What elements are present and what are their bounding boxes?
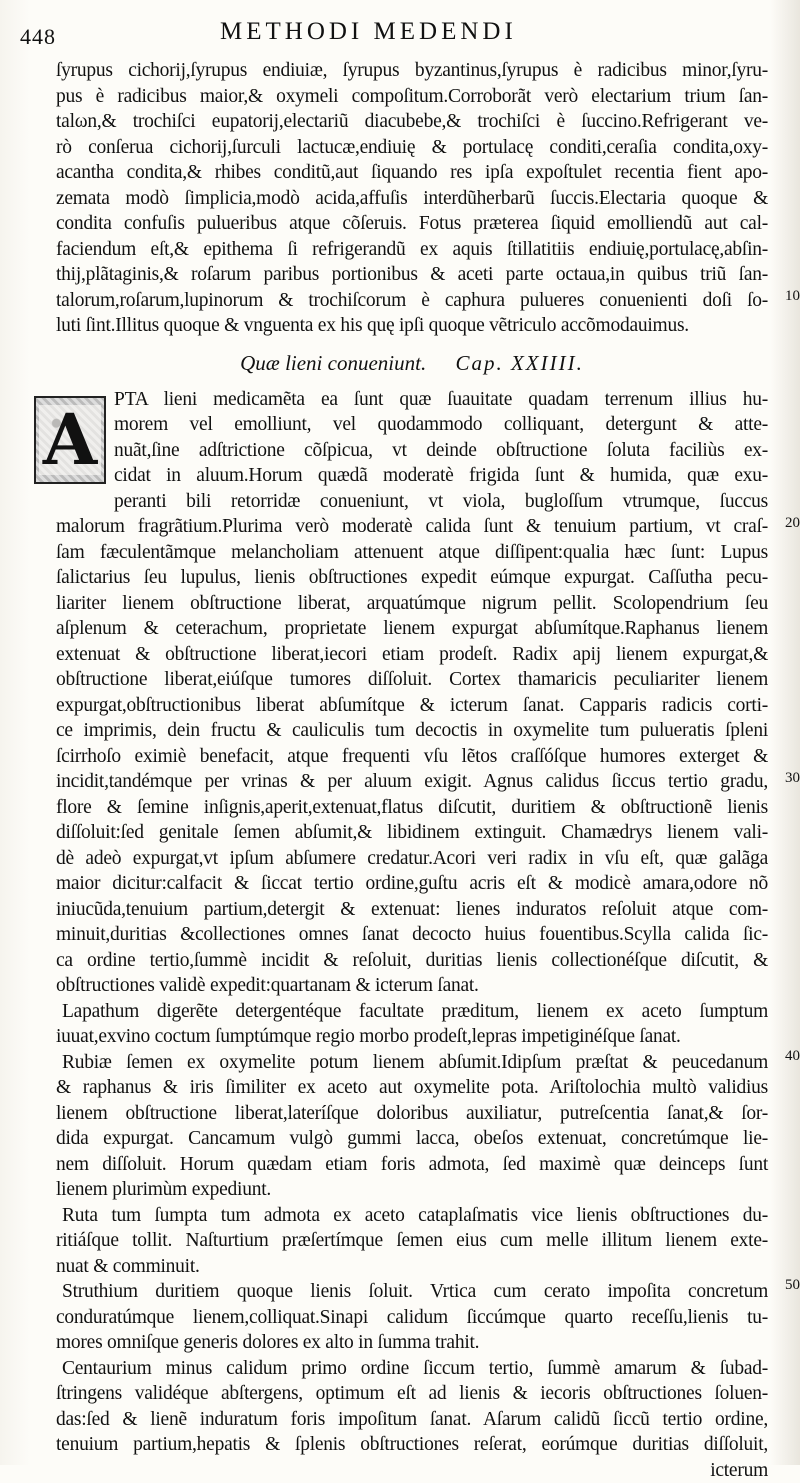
paragraph-7: [56, 1356, 768, 1483]
text-line: dida expurgat. Cancamum vulgò gummi lacca, obeſos extenuat, concretúmque lie-: [56, 1126, 768, 1152]
text-line: expurgat,obſtructionibus liberat abſumítque & icterum ſanat. Capparis radicis corti-: [56, 693, 768, 719]
margin-line-number: 20: [785, 515, 800, 532]
text-line: ritiáſque tollit. Naſturtium præſertímque ſemen eius cum melle illitum lienem exte-: [56, 1228, 768, 1254]
text-line: extenuat & obſtructione liberat,iecori etiam prodeſt. Radix apij lienem expurgat,&: [56, 642, 768, 668]
paragraph-2: [56, 387, 768, 999]
text-line: zemata modò ſimplicia,modò acida,affuſis interdũherbarũ ſuccis.Electaria quoque &: [56, 186, 768, 212]
paragraph-4: [56, 1050, 768, 1203]
text-line: nuãt,ſine adſtrictione cõſpicua, vt deinde obſtructione ſoluta faciliùs ex-: [56, 438, 768, 464]
chapter-number: Cap. XXIIII.: [455, 351, 583, 375]
paragraph-1: [56, 58, 768, 339]
decorated-initial: [34, 396, 106, 484]
decorated-initial-letter: A: [39, 405, 101, 475]
margin-line-number: 30: [785, 770, 800, 787]
text-line: tenuium partium,hepatis & ſplenis obſtructiones reſerat, eorúmque duritias diſſoluit,: [56, 1432, 768, 1458]
text-line: iuuat,exvino coctum ſumptúmque regio morbo prodeſt,lepras impetiginéſque ſanat.: [56, 1024, 768, 1050]
margin-line-number: 10: [785, 288, 800, 305]
text-line: minuit,duritias &collectiones omnes ſanat decocto huius fouentibus.Scylla calida ſic-: [56, 922, 768, 948]
margin-line-number: 50: [785, 1277, 800, 1294]
running-head: METHODI MEDENDI: [220, 18, 517, 46]
paragraph-6: [56, 1279, 768, 1356]
text-line: luti ſint.Illitus quoque & vnguenta ex his quę ipſi quoque vẽtriculo accõmodauimus.: [56, 313, 768, 339]
paragraph-3: [56, 999, 768, 1050]
text-line: maior dicitur:calfacit & ſiccat tertio ordine,guſtu acris eſt & modicè amara,odore nõ: [56, 871, 768, 897]
margin-line-number: 40: [785, 1048, 800, 1065]
catchword: icterum: [56, 1458, 768, 1483]
text-line: & raphanus & iris ſimiliter ex aceto aut oxymelite pota. Ariſtolochia multò validius: [56, 1075, 768, 1101]
text-line: talorum,roſarum,lupinorum & trochiſcorum è caphura pulueres conuenienti doſi ſo-: [56, 288, 768, 314]
text-line: rò conſerua cichorij,ſurculi lactucæ,endiuię & portulacę conditi,ceraſia condita,oxy-: [56, 135, 768, 161]
text-line: PTA lieni medicamẽta ea ſunt quæ ſuauitate quadam terrenum illius hu-: [56, 387, 768, 413]
text-line: morem vel emolliunt, vel quodammodo colliquant, detergunt & atte-: [56, 412, 768, 438]
text-line: peranti bili retorridæ conueniunt, vt viola, bugloſſum vtrumque, ſuccus: [56, 489, 768, 515]
text-line: nem diſſoluit. Horum quædam etiam foris admota, ſed maximè quæ deinceps ſunt: [56, 1152, 768, 1178]
text-line: acantha condita,& rhibes conditũ,aut ſiquando res ipſa expoſtulet recentia fient apo-: [56, 160, 768, 186]
text-line: ca ordine tertio,ſummè incidit & reſoluit, duritias lienis collectionéſque diſcutit, &: [56, 948, 768, 974]
text-line: diſſoluit:ſed genitale ſemen abſumit,& libidinem extinguit. Chamædrys lienem vali-: [56, 820, 768, 846]
text-line: lienem plurimùm expediunt.: [56, 1177, 768, 1203]
text-line: ſam fæculentãmque melancholiam attenuent atque diſſipent:qualia hæc ſunt: Lupus: [56, 540, 768, 566]
text-line: Struthium duritiem quoque lienis ſoluit. Vrtica cum cerato impoſita concretum: [56, 1279, 768, 1305]
text-line: mores omniſque generis dolores ex alto in ſumma trahit.: [56, 1330, 768, 1356]
text-line: ſcirrhoſo eximiè benefacit, atque frequenti vſu lẽtos craſſóſque humores exterget &: [56, 744, 768, 770]
text-line: das:ſed & lienẽ induratum foris impoſitum ſanat. Aſarum calidũ ſiccũ tertio ordine,: [56, 1407, 768, 1433]
paragraph-5: [56, 1203, 768, 1280]
text-line: lienem obſtructione liberat,lateríſque doloribus auxiliatur, putreſcentia ſanat,& ſor-: [56, 1101, 768, 1127]
text-line: incidit,tandémque per vrinas & per aluum exigit. Agnus calidus ſiccus tertio gradu,: [56, 769, 768, 795]
body-text: [56, 58, 768, 1483]
text-line: pus è radicibus maior,& oxymeli compoſitum.Corroborãt verò electarium trium ſan-: [56, 84, 768, 110]
text-line: Rubiæ ſemen ex oxymelite potum lienem abſumit.Idipſum præſtat & peucedanum: [56, 1050, 768, 1076]
text-line: Lapathum digerẽte detergentéque facultate præditum, lienem ex aceto ſumptum: [56, 999, 768, 1025]
text-line: talωn,& trochiſci eupatorij,electariũ diacubebe,& trochiſci è ſuccino.Refrigerant ve-: [56, 109, 768, 135]
text-line: condita confuſis pulueribus atque cõſeruis. Fotus præterea ſiquid emolliendũ aut cal-: [56, 211, 768, 237]
page-header: [20, 18, 770, 54]
text-line: nuat & comminuit.: [56, 1254, 768, 1280]
text-line: thij,plãtaginis,& roſarum paribus portionibus & aceti parte octaua,in quibus triũ ſan-: [56, 262, 768, 288]
chapter-title: Quæ lieni conueniunt.: [240, 351, 426, 375]
text-line: ſalictarius ſeu lupulus, lienis obſtructiones expedit eúmque expurgat. Caſſutha pecu-: [56, 565, 768, 591]
text-line: flore & ſemine inſignis,aperit,extenuat,flatus diſcutit, duritiem & obſtructionẽ lienis: [56, 795, 768, 821]
text-line: Centaurium minus calidum primo ordine ſiccum tertio, ſummè amarum & ſubad-: [56, 1356, 768, 1382]
text-line: ce imprimis, dein fructu & cauliculis tum decoctis in oxymelite tum pulueratis ſpleni: [56, 718, 768, 744]
text-line: Ruta tum ſumpta tum admota ex aceto cataplaſmatis vice lienis obſtructiones du-: [56, 1203, 768, 1229]
text-line: ſtringens validéque abſtergens, optimum eſt ad lienis & iecoris obſtructiones ſoluen-: [56, 1381, 768, 1407]
text-line: dè adeò expurgat,vt ipſum abſumere credatur.Acori veri radix in vſu eſt, quæ galãga: [56, 846, 768, 872]
text-line: liariter lienem obſtructione liberat, arquatúmque nigrum pellit. Scolopendrium ſeu: [56, 591, 768, 617]
page-number: 448: [20, 24, 56, 50]
text-line: faciendum eſt,& epithema ſi refrigerandũ ex aquis ſtillatitiis endiuię,portulacę,abſin-: [56, 237, 768, 263]
text-line: cidat in aluum.Horum quædã moderatè frigida ſunt & humida, quæ exu-: [56, 463, 768, 489]
text-line: conduratúmque lienem,colliquat.Sinapi calidum ſiccúmque quarto receſſu,lienis tu-: [56, 1305, 768, 1331]
text-line: obſtructione liberat,eiúſque tumores diſſoluit. Cortex thamaricis peculiariter lienem: [56, 667, 768, 693]
text-line: iniucũda,tenuium partium,detergit & extenuat: lienes induratos reſoluit atque com-: [56, 897, 768, 923]
text-line: aſplenum & ceterachum, proprietate lienem expurgat abſumítque.Raphanus lienem: [56, 616, 768, 642]
text-line: ſyrupus cichorij,ſyrupus endiuiæ, ſyrupus byzantinus,ſyrupus è radicibus minor,ſyru-: [56, 58, 768, 84]
text-line: malorum fragrãtium.Plurima verò moderatè calida ſunt & tenuium partium, vt craſ-: [56, 514, 768, 540]
chapter-heading: [56, 343, 768, 387]
text-line: obſtructiones validè expedit:quartanam & icterum ſanat.: [56, 973, 768, 999]
